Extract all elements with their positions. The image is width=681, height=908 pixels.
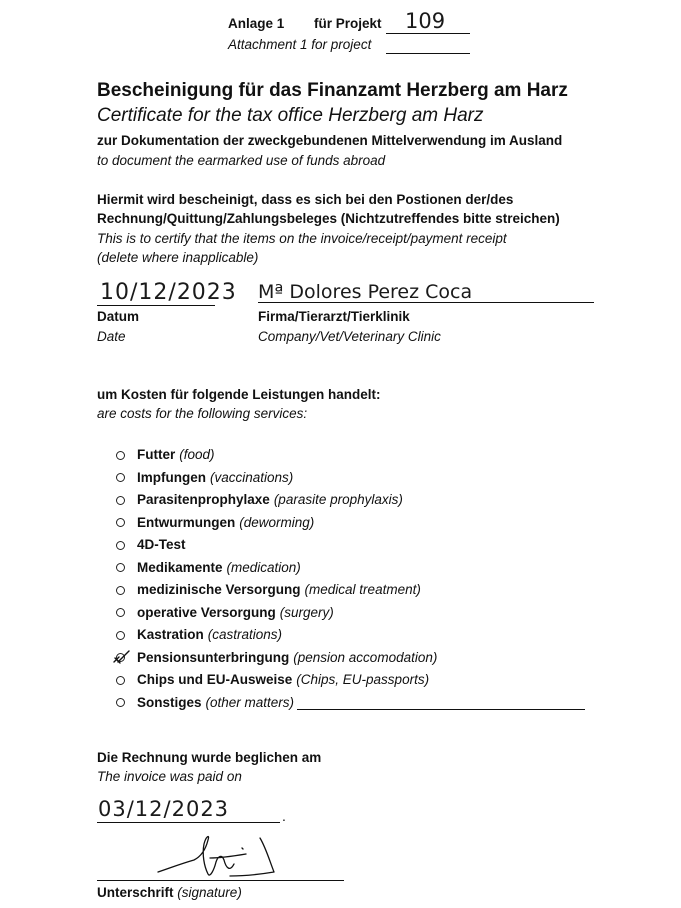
attachment-label: Anlage 1 [228,16,285,31]
company-line [258,302,594,303]
certify-text-2: Rechnung/Quittung/Zahlungsbeleges (Nichtzutreffendes bitte streichen) [97,211,560,226]
page-title: Bescheinigung für das Finanzamt Herzberg am Harz [97,80,568,101]
certify-text-en-1: This is to certify that the items on the invoice/receipt/payment receipt [97,231,507,246]
list-item: medizinische Versorgung (medical treatment) [116,579,585,602]
project-label: für Projekt [314,16,382,31]
checkbox-circle-icon[interactable] [116,676,125,685]
list-item: Sonstiges (other matters) [116,692,585,715]
paid-date-line [97,822,280,823]
list-item: Impfungen (vaccinations) [116,467,585,490]
list-item-checked: Pensionsunterbringung (pension accomodation) [116,647,585,670]
checkbox-circle-icon[interactable] [116,518,125,527]
certify-text-1: Hiermit wird bescheinigt, dass es sich bei den Postionen der/des [97,192,514,207]
services-heading-en: are costs for the following services: [97,406,308,421]
list-item: 4D-Test [116,534,585,557]
list-item: Kastration (castrations) [116,624,585,647]
paid-label: Die Rechnung wurde beglichen am [97,750,322,765]
checkbox-circle-icon[interactable] [116,608,125,617]
company-label: Firma/Tierarzt/Tierklinik [258,309,410,324]
checkbox-circle-icon[interactable] [116,496,125,505]
project-number-handwritten: 109 [405,9,446,33]
list-item: Entwurmungen (deworming) [116,512,585,535]
paid-label-en: The invoice was paid on [97,769,242,784]
date-handwritten: 10/12/2023 [100,280,237,305]
list-item: Parasitenprophylaxe (parasite prophylaxis) [116,489,585,512]
checkbox-circle-icon[interactable] [116,631,125,640]
paid-date-handwritten: 03/12/2023 [98,797,230,821]
project-number-line-en [386,53,470,54]
list-item: Futter (food) [116,444,585,467]
signature-label: Unterschrift (signature) [97,885,242,900]
signature-image [150,828,290,882]
list-item: Chips und EU-Ausweise (Chips, EU-passports) [116,669,585,692]
project-number-line [386,33,470,34]
checkbox-circle-icon[interactable] [116,586,125,595]
company-label-en: Company/Vet/Veterinary Clinic [258,329,441,344]
date-label: Datum [97,309,140,324]
checkbox-circle-icon[interactable] [116,563,125,572]
other-matters-line[interactable] [297,695,585,710]
date-label-en: Date [97,329,126,344]
subtitle-en: to document the earmarked use of funds abroad [97,153,386,168]
handwritten-check-icon [113,649,131,665]
certify-text-en-2: (delete where inapplicable) [97,250,259,265]
signature-line [97,880,344,881]
checkbox-circle-icon[interactable] [116,451,125,460]
date-line [97,305,215,306]
checkbox-circle-icon[interactable] [116,473,125,482]
services-list [116,444,585,714]
period: . [282,808,286,824]
checked-circle-icon[interactable] [116,653,125,662]
attachment-label-en: Attachment 1 for project [228,37,372,52]
company-handwritten: Mª Dolores Perez Coca [258,281,473,303]
list-item: Medikamente (medication) [116,557,585,580]
checkbox-circle-icon[interactable] [116,541,125,550]
services-heading: um Kosten für folgende Leistungen handelt: [97,387,381,402]
subtitle: zur Dokumentation der zweckgebundenen Mittelverwendung im Ausland [97,133,563,148]
list-item: operative Versorgung (surgery) [116,602,585,625]
checkbox-circle-icon[interactable] [116,698,125,707]
page-title-en: Certificate for the tax office Herzberg am Harz [97,105,484,126]
